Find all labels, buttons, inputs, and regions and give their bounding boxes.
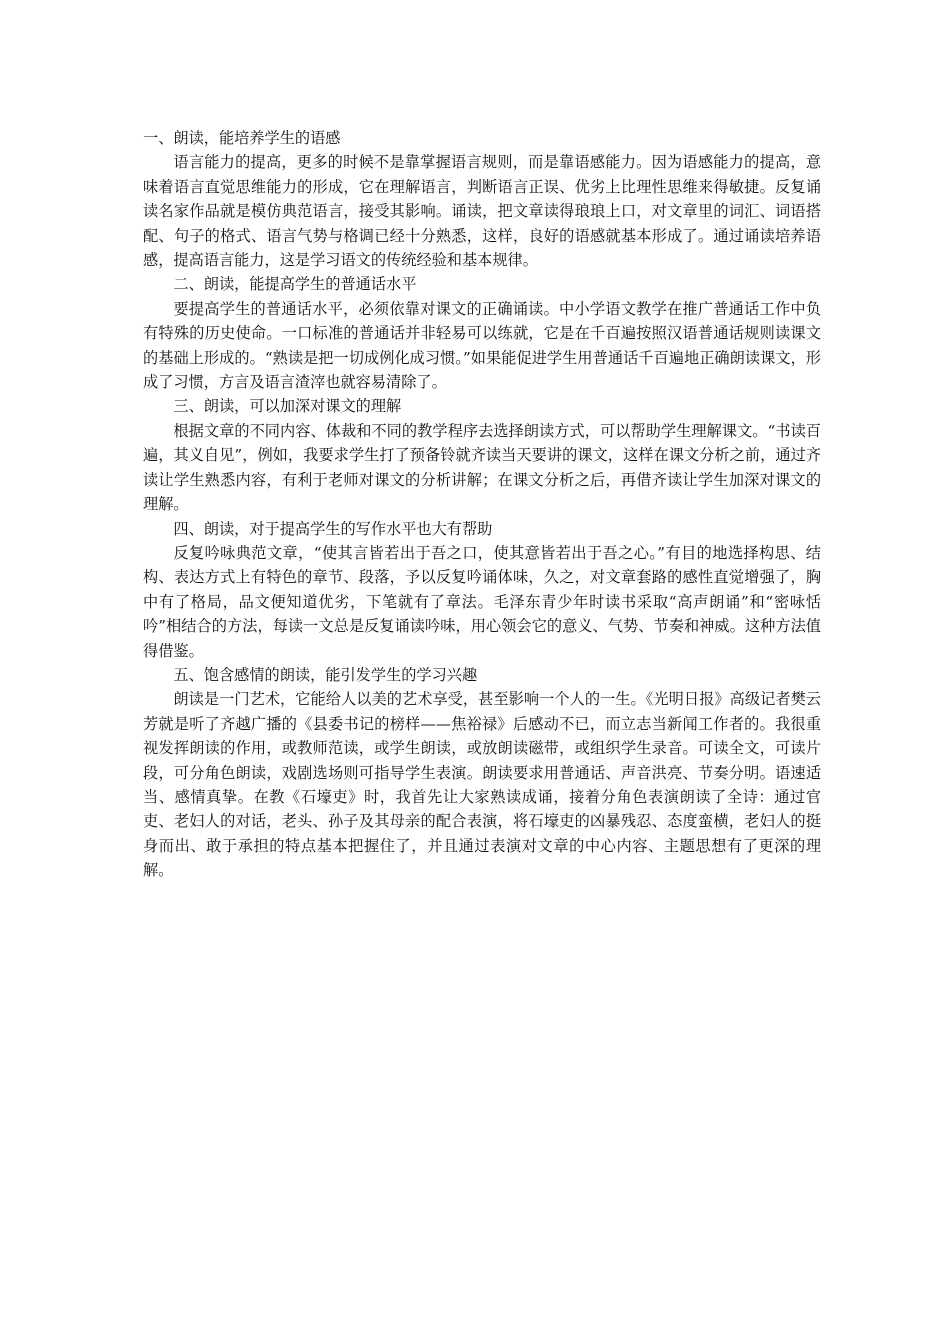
- section-body-1: 语言能力的提高，更多的时候不是靠掌握语言规则，而是靠语感能力。因为语感能力的提高，意味着语言直觉思维能力的形成，它在理解语言，判断语言正误、优劣上比理性思维来得敏捷。反复诵读名家作品就是模仿典范语言，接受其影响。诵读，把文章读得琅琅上口，对文章里的词汇、词语搭配、句子的格式、语言气势与格调已经十分熟悉，这样，良好的语感就基本形成了。通过诵读培养语感，提高语言能力，这是学习语文的传统经验和基本规律。: [143, 153, 821, 270]
- section-heading-3: 三、朗读，可以加深对课文的理解: [173, 397, 402, 416]
- section-body-3: 根据文章的不同内容、体裁和不同的教学程序去选择朗读方式，可以帮助学生理解课文。“书读百遍，其义自见”，例如，我要求学生打了预备铃就齐读当天要讲的课文，这样在课文分析之前，通过齐读让学生熟悉内容，有利于老师对课文的分析讲解；在课文分析之后，再借齐读让学生加深对课文的理解。: [143, 421, 821, 514]
- document-page: [143, 126, 821, 883]
- section-body-5: 朗读是一门艺术，它能给人以美的艺术享受，甚至影响一个人的一生。《光明日报》高级记者樊云芳就是听了齐越广播的《县委书记的榜样——焦裕禄》后感动不已，而立志当新闻工作者的。我很重视发挥朗读的作用，或教师范读，或学生朗读，或放朗读磁带，或组织学生录音。可读全文，可读片段，可分角色朗读，戏剧选场则可指导学生表演。朗读要求用普通话、声音洪亮、节奏分明。语速适当、感情真挚。在教《石壕吏》时，我首先让大家熟读成诵，接着分角色表演朗读了全诗：通过官吏、老妇人的对话，老头、孙子及其母亲的配合表演，将石壕吏的凶暴残忍、态度蛮横，老妇人的挺身而出、敢于承担的特点基本把握住了，并且通过表演对文章的中心内容、主题思想有了更深的理解。: [143, 690, 821, 880]
- section-heading-4: 四、朗读，对于提高学生的写作水平也大有帮助: [173, 519, 493, 538]
- section-heading-5: 五、饱含感情的朗读，能引发学生的学习兴趣: [173, 665, 478, 684]
- section-heading-1: 一、朗读，能培养学生的语感: [143, 129, 341, 147]
- section-body-4: 反复吟咏典范文章，“使其言皆若出于吾之口，使其意皆若出于吾之心。”有目的地选择构思、结构、表达方式上有特色的章节、段落，予以反复吟诵体味，久之，对文章套路的感性直觉增强了，胸中有了格局，品文便知道优劣，下笔就有了章法。毛泽东青少年时读书采取“高声朗诵”和“密咏恬吟”相结合的方法，每读一文总是反复诵读吟味，用心领会它的意义、气势、节奏和神威。这种方法值得借鉴。: [143, 543, 821, 660]
- section-body-2: 要提高学生的普通话水平，必须依靠对课文的正确诵读。中小学语文教学在推广普通话工作中负有特殊的历史使命。一口标准的普通话并非轻易可以练就，它是在千百遍按照汉语普通话规则读课文的基础上形成的。“熟读是把一切成例化成习惯。”如果能促进学生用普通话千百遍地正确朗读课文，形成了习惯，方言及语言渣滓也就容易清除了。: [143, 299, 821, 392]
- section-heading-2: 二、朗读，能提高学生的普通话水平: [173, 275, 417, 294]
